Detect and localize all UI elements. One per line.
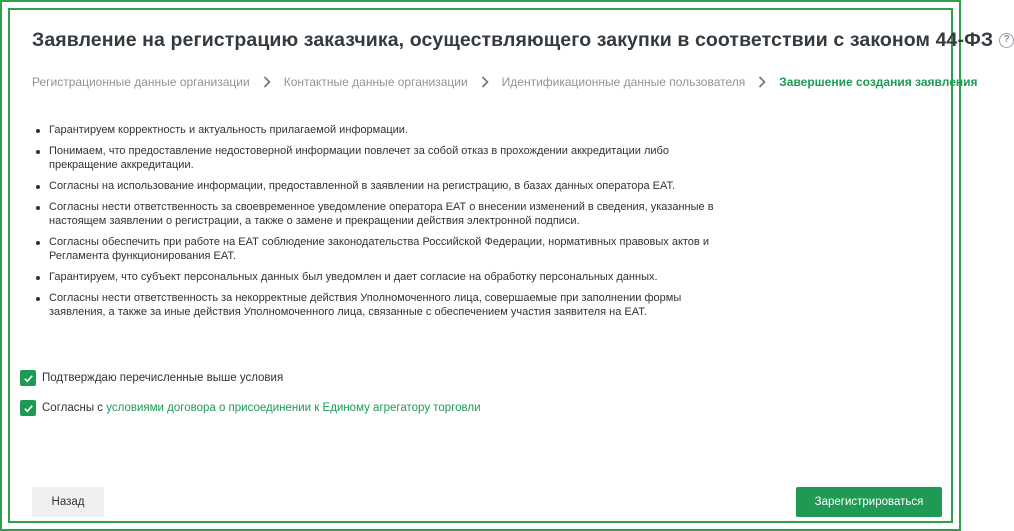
step-finish-application: Завершение создания заявления xyxy=(779,75,978,89)
confirm-conditions-label[interactable]: Подтверждаю перечисленные выше условия xyxy=(42,372,284,384)
back-button[interactable]: Назад xyxy=(32,487,104,517)
condition-item: Понимаем, что предоставление недостоверной информации повлечет за собой отказ в прохождении аккредитации либо прекращение аккредитации. xyxy=(32,144,732,172)
agree-contract-label[interactable]: Согласны с xyxy=(42,402,107,414)
register-button[interactable]: Зарегистрироваться xyxy=(796,487,942,517)
step-organization-contacts[interactable]: Контактные данные организации xyxy=(283,75,468,89)
agree-contract-row xyxy=(20,400,481,416)
checkmark-icon xyxy=(23,403,34,414)
page-title: Заявление на регистрацию заказчика, осуществляющего закупки в соответствии с законом 44-ФЗ xyxy=(32,28,994,51)
step-user-identification[interactable]: Идентификационные данные пользователя xyxy=(501,75,746,89)
step-breadcrumb xyxy=(32,72,978,92)
condition-item: Согласны обеспечить при работе на ЕАТ соблюдение законодательства Российской Федерации, нормативных правовых актов и Регламента функционирования ЕАТ. xyxy=(32,235,732,263)
confirm-conditions-checkbox[interactable] xyxy=(20,370,36,386)
condition-item: Гарантируем, что субъект персональных данных был уведомлен и дает согласие на обработку персональных данных. xyxy=(32,270,732,284)
checkmark-icon xyxy=(23,373,34,384)
question-circle-icon[interactable]: ? xyxy=(999,33,1014,48)
contract-terms-link[interactable]: условиями договора о присоединении к Единому агрегатору торговли xyxy=(106,402,481,414)
confirm-conditions-row xyxy=(20,370,283,386)
title-row xyxy=(32,20,1014,60)
chevron-right-icon xyxy=(751,75,773,89)
agree-contract-checkbox[interactable] xyxy=(20,400,36,416)
condition-item: Гарантируем корректность и актуальность прилагаемой информации. xyxy=(32,123,732,137)
chevron-right-icon xyxy=(474,75,496,89)
step-organization-registration[interactable]: Регистрационные данные организации xyxy=(32,75,250,89)
chevron-right-icon xyxy=(256,75,278,89)
condition-item: Согласны на использование информации, предоставленной в заявлении на регистрацию, в базах данных оператора ЕАТ. xyxy=(32,179,732,193)
conditions-list xyxy=(32,123,732,326)
condition-item: Согласны нести ответственность за некорректные действия Уполномоченного лица, совершаемые при заполнении формы заявления, а также за иные действия Уполномоченного лица, связанные с обеспечением участия заявителя на ЕАТ. xyxy=(32,291,732,319)
application-card xyxy=(8,8,1010,523)
condition-item: Согласны нести ответственность за своевременное уведомление оператора ЕАТ о внесении изменений в сведения, указанные в настоящем заявлении о регистрации, а также о замене и прекращении действия электронной подписи. xyxy=(32,200,732,228)
